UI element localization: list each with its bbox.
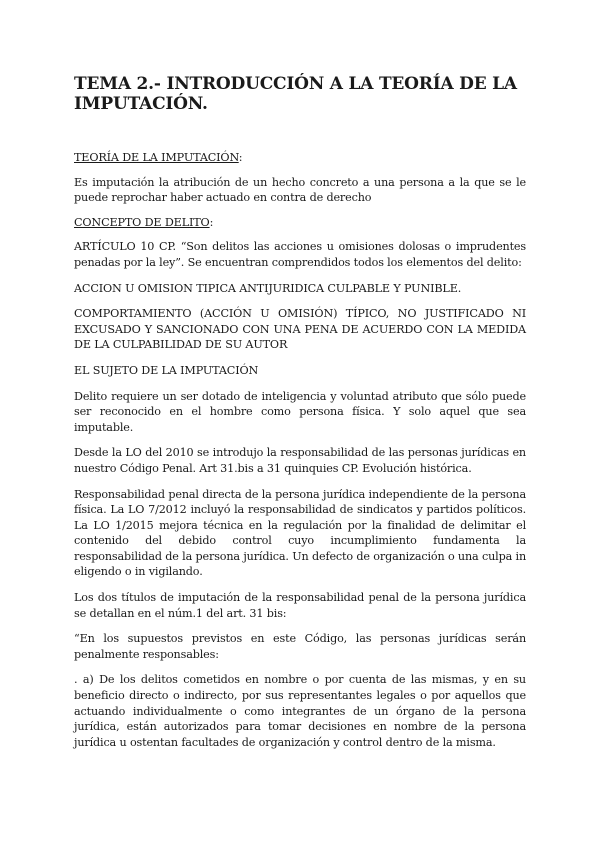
concepto-heading bbox=[74, 215, 526, 231]
document-body bbox=[74, 150, 526, 750]
articulo-paragraph: ARTÍCULO 10 CP. “Son delitos las acciones u omisiones dolosas o imprudentes penadas por la ley”. Se encuentran comprendidos todos los elementos del delito: bbox=[74, 240, 526, 269]
comportamiento-paragraph: COMPORTAMIENTO (ACCIÓN U OMISIÓN) TÍPICO, NO JUSTIFICADO NI EXCUSADO Y SANCIONADO CON UNA PENA DE ACUERDO CON LA MEDIDA DE LA CULPABILIDAD DE SU AUTOR bbox=[74, 307, 526, 352]
supuestos-paragraph: “En los supuestos previstos en este Código, las personas jurídicas serán penalmente responsables: bbox=[74, 632, 526, 661]
teoria-heading-text: TEORÍA DE LA IMPUTACIÓN bbox=[74, 151, 239, 164]
teoria-paragraph: Es imputación la atribución de un hecho concreto a una persona a la que se le puede reprochar haber actuado en contra de derecho bbox=[74, 175, 526, 205]
teoria-heading-suffix: : bbox=[238, 151, 243, 164]
concepto-heading-suffix: : bbox=[209, 215, 214, 229]
sujeto-paragraph: Delito requiere un ser dotado de inteligencia y voluntad atributo que sólo puede ser reconocido en el hombre como persona física. Y solo aquel que sea imputable. bbox=[74, 389, 526, 434]
concepto-heading-text: CONCEPTO DE DELITO bbox=[74, 215, 210, 229]
document-title: TEMA 2.- INTRODUCCIÓN A LA TEORÍA DE LA IMPUTACIÓN. bbox=[74, 74, 517, 114]
responsabilidad-paragraph: Responsabilidad penal directa de la persona jurídica independiente de la persona física. La LO 7/2012 incluyó la responsabilidad de sindicatos y partidos políticos. La LO 1/2015 mejora técnica en la regulación por la finalidad de delimitar el contenido del debido control cuyo incumplimiento fundamenta la responsabilidad de la persona jurídica. Un defecto de organización o una culpa in eligendo o in vigilando. bbox=[74, 487, 526, 579]
elementos-paragraph: ACCION U OMISION TIPICA ANTIJURIDICA CULPABLE Y PUNIBLE. bbox=[74, 281, 462, 295]
sujeto-heading: EL SUJETO DE LA IMPUTACIÓN bbox=[74, 363, 259, 377]
apartado-a-paragraph: . a) De los delitos cometidos en nombre o por cuenta de las mismas, y en su beneficio directo o indirecto, por sus representantes legales o por aquellos que actuando individualmente o como integrantes de un órgano de la persona jurídica, están autorizados para tomar decisiones en nombre de la persona jurídica u ostentan facultades de organización y control dentro de la misma. bbox=[74, 673, 526, 749]
lo2010-paragraph: Desde la LO del 2010 se introdujo la responsabilidad de las personas jurídicas en nuestro Código Penal. Art 31.bis a 31 quinquies CP. Evolución histórica. bbox=[74, 446, 526, 475]
teoria-heading bbox=[74, 150, 526, 166]
titulos-paragraph: Los dos títulos de imputación de la responsabilidad penal de la persona jurídica se detallan en el núm.1 del art. 31 bis: bbox=[74, 591, 526, 620]
